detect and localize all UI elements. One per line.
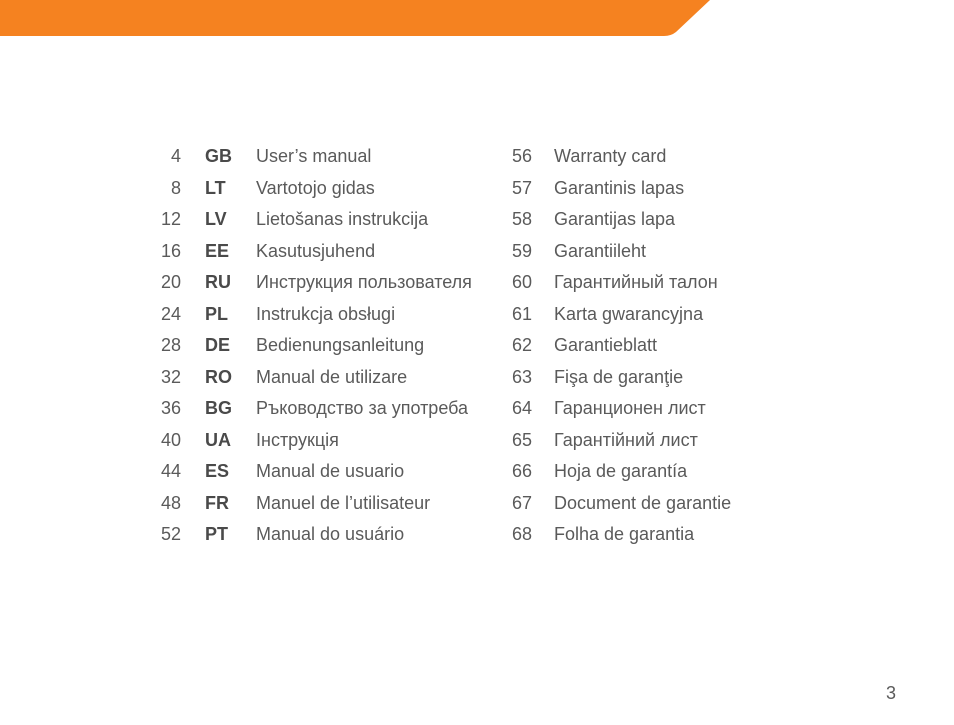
- toc-language-code: PT: [205, 524, 229, 544]
- toc-page-number: 40: [160, 429, 181, 450]
- toc-row-warranty[interactable]: [490, 267, 790, 299]
- toc-page-number: 64: [511, 398, 532, 418]
- toc-title: Fişa de garanţie: [554, 366, 684, 387]
- toc-page-number: 58: [511, 209, 532, 229]
- toc-row-warranty[interactable]: [490, 519, 790, 551]
- toc-row-manual[interactable]: [140, 393, 500, 425]
- warranty-column: [490, 141, 790, 551]
- toc-row-warranty[interactable]: [490, 488, 790, 520]
- toc-title: Гаранционен лист: [554, 398, 706, 418]
- toc-language-code: PL: [205, 303, 229, 324]
- toc-row-manual[interactable]: [140, 456, 500, 488]
- toc-language-code: RU: [205, 272, 231, 292]
- toc-page-number: 36: [160, 398, 181, 418]
- toc-page-number: 16: [160, 240, 181, 261]
- toc-row-manual[interactable]: [140, 330, 500, 362]
- toc-page-number: 60: [511, 272, 532, 292]
- toc-page-number: 8: [170, 177, 181, 198]
- toc-page-number: 4: [170, 146, 181, 166]
- toc-row-warranty[interactable]: [490, 204, 790, 236]
- page-number: 3: [885, 683, 896, 703]
- toc-language-code: LT: [205, 177, 226, 198]
- toc-title: Vartotojo gidas: [256, 177, 375, 198]
- toc-title: Garantinis lapas: [554, 177, 685, 198]
- toc-row-manual[interactable]: [140, 236, 500, 268]
- toc-page-number: 59: [511, 240, 532, 261]
- header-band-shape: [0, 0, 710, 36]
- toc-page-number: 44: [160, 461, 181, 481]
- toc-title: Karta gwarancyjna: [554, 303, 704, 324]
- toc-title: Lietošanas instrukcija: [256, 209, 429, 229]
- toc-row-warranty[interactable]: [490, 299, 790, 331]
- toc-title: Hoja de garantía: [554, 461, 688, 481]
- toc-page-number: 12: [160, 209, 181, 229]
- toc-row-warranty[interactable]: [490, 141, 790, 173]
- toc-title: Garantiileht: [554, 240, 647, 261]
- toc-language-code: EE: [205, 240, 230, 261]
- toc-row-manual[interactable]: [140, 141, 500, 173]
- toc-title: User’s manual: [256, 146, 372, 166]
- toc-row-warranty[interactable]: [490, 236, 790, 268]
- toc-language-code: BG: [205, 398, 232, 418]
- toc-title: Manual de utilizare: [256, 366, 408, 387]
- toc-title: Garantijas lapa: [554, 209, 676, 229]
- toc-row-warranty[interactable]: [490, 393, 790, 425]
- toc-language-code: ES: [205, 461, 230, 481]
- toc-language-code: UA: [205, 429, 231, 450]
- toc-page-number: 20: [160, 272, 181, 292]
- manuals-column: [140, 141, 500, 551]
- toc-page-number: 52: [160, 524, 181, 544]
- toc-page-number: 32: [160, 366, 181, 387]
- toc-title: Warranty card: [554, 146, 667, 166]
- toc-page-number: 62: [511, 335, 532, 355]
- toc-title: Manual do usuário: [256, 524, 405, 544]
- toc-title: Folha de garantia: [554, 524, 695, 544]
- toc-row-warranty[interactable]: [490, 456, 790, 488]
- toc-row-manual[interactable]: [140, 425, 500, 457]
- toc-row-warranty[interactable]: [490, 173, 790, 205]
- toc-title: Гарантійний лист: [554, 429, 698, 450]
- toc-language-code: RO: [205, 366, 232, 387]
- toc-row-manual[interactable]: [140, 488, 500, 520]
- toc-title: Гарантийный талон: [554, 272, 718, 292]
- toc-page-number: 24: [160, 303, 181, 324]
- toc-row-manual[interactable]: [140, 267, 500, 299]
- toc-title: Manuel de l’utilisateur: [256, 492, 431, 513]
- toc-row-manual[interactable]: [140, 204, 500, 236]
- toc-page-number: 63: [511, 366, 532, 387]
- toc-title: Garantieblatt: [554, 335, 658, 355]
- toc-page-number: 66: [511, 461, 532, 481]
- toc-title: Инструкция пользователя: [256, 272, 472, 292]
- toc-page-number: 65: [511, 429, 532, 450]
- toc-page-number: 56: [511, 146, 532, 166]
- toc-title: Manual de usuario: [256, 461, 405, 481]
- toc-title: Ръководство за употреба: [256, 398, 469, 418]
- toc-row-manual[interactable]: [140, 362, 500, 394]
- toc-page-number: 61: [511, 303, 532, 324]
- toc-row-warranty[interactable]: [490, 362, 790, 394]
- toc-title: Instrukcja obsługi: [256, 303, 396, 324]
- toc-row-manual[interactable]: [140, 173, 500, 205]
- toc-row-warranty[interactable]: [490, 330, 790, 362]
- toc-page-number: 48: [160, 492, 181, 513]
- toc-language-code: GB: [205, 146, 232, 166]
- toc-title: Kasutusjuhend: [256, 240, 376, 261]
- header-band: [0, 0, 710, 36]
- toc-title: Bedienungsanleitung: [256, 335, 425, 355]
- toc-row-manual[interactable]: [140, 299, 500, 331]
- toc-row-warranty[interactable]: [490, 425, 790, 457]
- toc-title: Інструкція: [256, 429, 339, 450]
- toc-title: Document de garantie: [554, 492, 732, 513]
- toc-row-manual[interactable]: [140, 519, 500, 551]
- toc-page-number: 68: [511, 524, 532, 544]
- toc-language-code: LV: [205, 209, 227, 229]
- toc-page-number: 67: [511, 492, 532, 513]
- toc-language-code: FR: [205, 492, 229, 513]
- toc-language-code: DE: [205, 335, 231, 355]
- toc-page-number: 57: [511, 177, 532, 198]
- toc-page-number: 28: [160, 335, 181, 355]
